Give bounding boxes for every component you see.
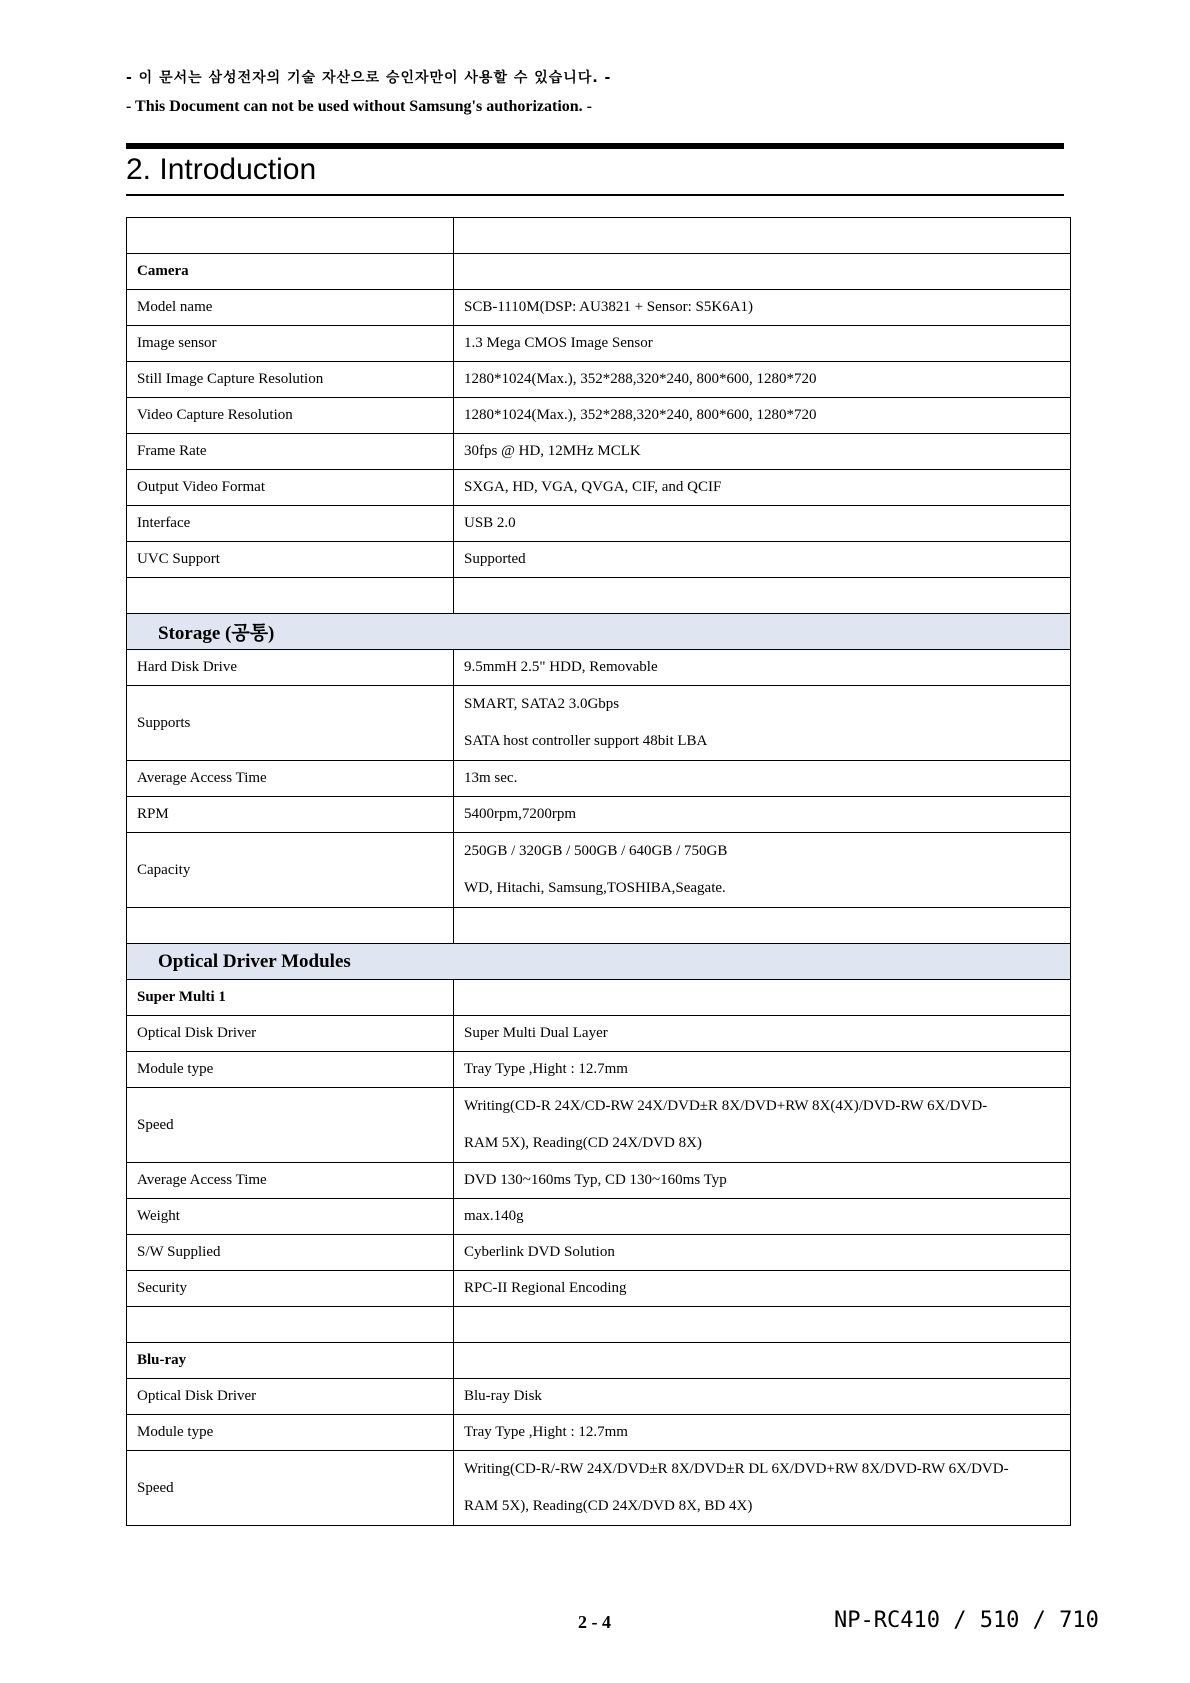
spec-label: Supports (127, 686, 454, 761)
spec-value-line: RAM 5X), Reading(CD 24X/DVD 8X, BD 4X) (464, 1498, 753, 1514)
spec-value: max.140g (454, 1199, 1071, 1235)
table-row (127, 470, 1071, 506)
table-row-empty (127, 218, 1071, 254)
table-row (127, 1199, 1071, 1235)
spec-label: Module type (127, 1052, 454, 1088)
spec-value: 1280*1024(Max.), 352*288,320*240, 800*600, 1280*720 (454, 362, 1071, 398)
spec-value: 30fps @ HD, 12MHz MCLK (454, 434, 1071, 470)
table-row (127, 650, 1071, 686)
table-row (127, 1415, 1071, 1451)
confidential-notice-korean: - 이 문서는 삼성전자의 기술 자산으로 승인자만이 사용할 수 있습니다. - (126, 70, 612, 86)
spec-value: DVD 130~160ms Typ, CD 130~160ms Typ (454, 1163, 1071, 1199)
spec-value-line: 250GB / 320GB / 500GB / 640GB / 750GB (464, 843, 728, 859)
optical-heading: Optical Driver Modules (127, 944, 1071, 980)
spec-value-line: WD, Hitachi, Samsung,TOSHIBA,Seagate. (464, 880, 726, 896)
spec-label: Speed (127, 1088, 454, 1163)
spec-value-line: SMART, SATA2 3.0Gbps (464, 696, 620, 712)
spec-value: 9.5mmH 2.5" HDD, Removable (454, 650, 1071, 686)
table-row (127, 506, 1071, 542)
spec-label: Weight (127, 1199, 454, 1235)
spec-value: USB 2.0 (454, 506, 1071, 542)
spec-value: 1280*1024(Max.), 352*288,320*240, 800*600, 1280*720 (454, 398, 1071, 434)
header-rule-thick (126, 143, 1064, 149)
header-rule-thin (126, 194, 1064, 196)
table-row (127, 1052, 1071, 1088)
camera-heading: Camera (127, 254, 454, 290)
table-row-empty (127, 908, 1071, 944)
spec-value-line: Writing(CD-R 24X/CD-RW 24X/DVD±R 8X/DVD+RW 8X(4X)/DVD-RW 6X/DVD- (464, 1098, 988, 1114)
spec-label: Interface (127, 506, 454, 542)
spec-label: Still Image Capture Resolution (127, 362, 454, 398)
spec-value: Tray Type ,Hight : 12.7mm (454, 1415, 1071, 1451)
table-row-subheading (127, 980, 1071, 1016)
table-row-empty (127, 1307, 1071, 1343)
spec-label: Frame Rate (127, 434, 454, 470)
spec-value (454, 1088, 1071, 1163)
spec-label: Average Access Time (127, 1163, 454, 1199)
table-row (127, 1235, 1071, 1271)
super-multi-heading: Super Multi 1 (127, 980, 454, 1016)
spec-label: S/W Supplied (127, 1235, 454, 1271)
spec-label: UVC Support (127, 542, 454, 578)
table-row (127, 290, 1071, 326)
page-title: 2. Introduction (126, 153, 317, 186)
spec-label: RPM (127, 797, 454, 833)
spec-label: Capacity (127, 833, 454, 908)
table-row (127, 1271, 1071, 1307)
table-row (127, 542, 1071, 578)
table-row (127, 833, 1071, 908)
table-row (127, 326, 1071, 362)
storage-heading: Storage (공통) (127, 614, 1071, 650)
table-row-subheading (127, 1343, 1071, 1379)
section-header-optical (127, 944, 1071, 980)
bluray-heading: Blu-ray (127, 1343, 454, 1379)
table-row (127, 1451, 1071, 1526)
spec-value: 5400rpm,7200rpm (454, 797, 1071, 833)
page-number: 2 - 4 (578, 1612, 611, 1632)
spec-value: Tray Type ,Hight : 12.7mm (454, 1052, 1071, 1088)
spec-label: Module type (127, 1415, 454, 1451)
table-row (127, 761, 1071, 797)
spec-value: SXGA, HD, VGA, QVGA, CIF, and QCIF (454, 470, 1071, 506)
spec-value: Supported (454, 542, 1071, 578)
spec-label: Image sensor (127, 326, 454, 362)
spec-label: Hard Disk Drive (127, 650, 454, 686)
table-row (127, 434, 1071, 470)
spec-value: Super Multi Dual Layer (454, 1016, 1071, 1052)
section-header-storage (127, 614, 1071, 650)
spec-value: Blu-ray Disk (454, 1379, 1071, 1415)
spec-value (454, 1451, 1071, 1526)
table-row (127, 1379, 1071, 1415)
spec-table (126, 217, 1071, 1526)
spec-label: Model name (127, 290, 454, 326)
spec-value: 1.3 Mega CMOS Image Sensor (454, 326, 1071, 362)
spec-label: Video Capture Resolution (127, 398, 454, 434)
spec-value (454, 833, 1071, 908)
spec-label: Optical Disk Driver (127, 1379, 454, 1415)
table-row (127, 362, 1071, 398)
spec-label: Optical Disk Driver (127, 1016, 454, 1052)
spec-label: Speed (127, 1451, 454, 1526)
table-row-camera-heading (127, 254, 1071, 290)
spec-value-line: SATA host controller support 48bit LBA (464, 733, 708, 749)
table-row (127, 797, 1071, 833)
spec-label: Average Access Time (127, 761, 454, 797)
spec-label: Security (127, 1271, 454, 1307)
table-row (127, 686, 1071, 761)
table-row-empty (127, 578, 1071, 614)
spec-label: Output Video Format (127, 470, 454, 506)
spec-value-line: RAM 5X), Reading(CD 24X/DVD 8X) (464, 1135, 702, 1151)
spec-value-line: Writing(CD-R/-RW 24X/DVD±R 8X/DVD±R DL 6X/DVD+RW 8X/DVD-RW 6X/DVD- (464, 1461, 1009, 1477)
spec-value (454, 686, 1071, 761)
spec-value: SCB-1110M(DSP: AU3821 + Sensor: S5K6A1) (454, 290, 1071, 326)
table-row (127, 1016, 1071, 1052)
table-row (127, 398, 1071, 434)
spec-value: Cyberlink DVD Solution (454, 1235, 1071, 1271)
table-row (127, 1088, 1071, 1163)
spec-value: RPC-II Regional Encoding (454, 1271, 1071, 1307)
model-number: NP-RC410 / 510 / 710 (834, 1608, 1099, 1633)
confidential-notice-english: - This Document can not be used without Samsung's authorization. - (126, 98, 592, 115)
spec-value: 13m sec. (454, 761, 1071, 797)
table-row (127, 1163, 1071, 1199)
